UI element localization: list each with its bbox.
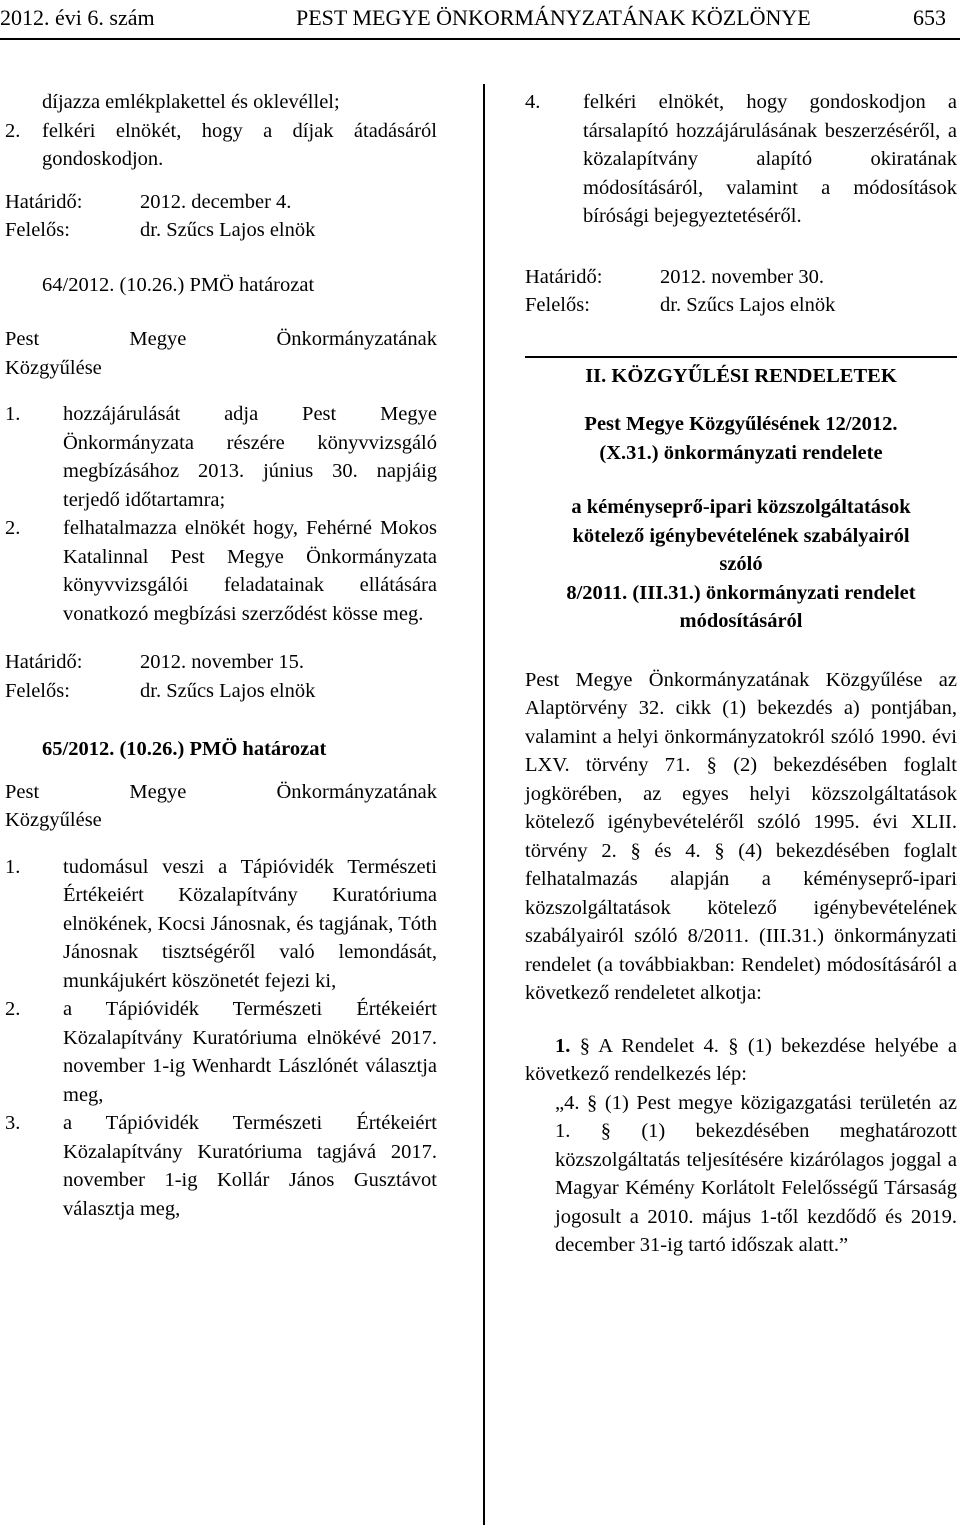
resolution-title: 65/2012. (10.26.) PMÖ határozat [42,738,327,760]
item-text: felkéri elnökét, hogy a díjak átadásáról gondoskodjon. [42,119,437,170]
item-text: hozzájárulását adja Pest Megye Önkormányzata részére könyvvizsgáló megbízásához 2013. június 30. napjáig terjedő időtartamra; [63,403,437,511]
decree-subject: kötelező igénybevételének szabályairól [572,524,910,547]
responsible-label: Felelős: [5,219,70,241]
responsible-value: dr. Szűcs Lajos elnök [140,219,316,241]
assembly-name: Pest Megye Önkormányzatának [5,780,437,803]
page-number: 653 [913,5,946,30]
responsible-row [5,216,437,245]
resolution-title: 64/2012. (10.26.) PMÖ határozat [42,273,315,296]
page-header [0,0,960,36]
responsible-label: Felelős: [5,679,70,702]
responsible-value: dr. Szűcs Lajos elnök [660,294,836,316]
item-number: 3. [5,1112,21,1134]
list-item [5,995,437,1109]
decree-subject: 8/2011. (III.31.) önkormányzati rendelet [566,581,916,604]
list-item [5,514,437,628]
right-column [525,88,957,1260]
article-1 [525,1032,957,1089]
item-text: a Tápióvidék Természeti Értékeiért Közalapítvány Kuratóriuma tagjává 2017. november 1-ig Kollár János Gusztávot választja meg, [63,1112,437,1220]
list-item [525,88,957,231]
item-text: felhatalmazza elnökét hogy, Fehérné Mokos Katalinnal Pest Megye Önkormányzata könyvvizsgálói feladatainak ellátására vonatkozó megbízási szerződést kösse meg. [63,517,437,625]
decree-subject: szóló [719,553,763,575]
list-item [5,117,437,174]
responsible-label: Felelős: [525,294,590,316]
decree-title: Pest Megye Közgyűlésének 12/2012. [584,413,898,435]
item-text: felkéri elnökét, hogy gondoskodjon a társalapító hozzájárulásának beszerzéséről, a közalapítvány alapító okiratának módosításáról, valamint a módosítások bírósági bejegyeztetéséről. [583,91,957,227]
deadline-value: 2012. december 4. [140,190,292,213]
item-number: 2. [5,517,21,539]
intro-line: díjazza emlékplakettel és oklevéllel; [42,91,340,113]
responsible-value: dr. Szűcs Lajos elnök [140,679,316,702]
item-number: 2. [5,998,21,1020]
decree-subject: módosításáról [679,610,803,632]
assembly-name-cont: Közgyűlése [5,809,102,831]
list-item [5,853,437,996]
publication-title: PEST MEGYE ÖNKORMÁNYZATÁNAK KÖZLÖNYE [296,5,811,30]
issue-number: 2012. évi 6. szám [0,5,155,30]
deadline-label: Határidő: [525,265,603,288]
item-number: 2. [5,119,21,142]
deadline-row [5,188,437,217]
assembly-name-cont: Közgyűlése [5,356,102,379]
column-divider [483,84,485,1525]
quoted-provision: „4. § (1) Pest megye közigazgatási területén az 1. § (1) bekezdésében meghatározott közszolgáltatás teljesítésére kizárólagos joggal a Magyar Kémény Korlátolt Felelősségű Társaság jogosult a 2010. május 1-től kezdődő és 2019. december 31-ig tartó időszak alatt.” [555,1091,957,1256]
deadline-row [5,648,437,677]
left-column [5,88,437,1223]
decree-title-cont: (X.31.) önkormányzati rendelete [599,441,883,464]
deadline-value: 2012. november 30. [660,265,824,288]
header-rule [0,38,960,40]
deadline-label: Határidő: [5,651,83,673]
deadline-value: 2012. november 15. [140,651,304,673]
item-text: tudomásul veszi a Tápióvidék Természeti Értékeiért Közalapítvány Kuratóriuma elnökének, Kocsi Jánosnak, és tagjának, Tóth Jánosnak tisztségéről való lemondását, munkájukért köszönetét fejezi ki, [63,855,437,992]
item-text: a Tápióvidék Természeti Értékeiért Közalapítvány Kuratóriuma elnökévé 2017. november 1-ig Wenhardt Lászlónét választja meg, [63,998,437,1106]
item-number: 4. [525,91,541,113]
list-item [5,1109,437,1223]
deadline-label: Határidő: [5,190,83,213]
article-number: 1. [555,1034,571,1057]
assembly-name: Pest Megye Önkormányzatának [5,328,437,350]
list-item [5,400,437,514]
item-number: 1. [5,403,21,425]
deadline-row [525,263,957,292]
responsible-row [5,677,437,706]
decree-preamble: Pest Megye Önkormányzatának Közgyűlése az Alaptörvény 32. cikk (1) bekezdés a) pontjában, valamint a helyi önkormányzatokról szóló 1990. évi LXV. törvény 71. § (2) bekezdésében foglalt jogkörében, az egyes helyi közszolgáltatások kötelező igénybevételéről szóló 1995. évi XLII. törvény 2. § és 4. § (4) bekezdésében foglalt felhatalmazás alapján a kéményseprő-ipari közszolgáltatások kötelező igénybevételének szabályairól szóló 8/2011. (III.31.) önkormányzati rendelet (a továbbiakban: Rendelet) módosításáról a következő rendeletet alkotja: [525,668,957,1004]
decree-subject: a kéményseprő-ipari közszolgáltatások [571,496,911,518]
section-title: II. KÖZGYŰLÉSI RENDELETEK [585,364,897,387]
item-number: 1. [5,855,21,878]
responsible-row [525,291,957,320]
article-text: § A Rendelet 4. § (1) bekezdése helyébe a következő rendelkezés lép: [525,1034,957,1085]
